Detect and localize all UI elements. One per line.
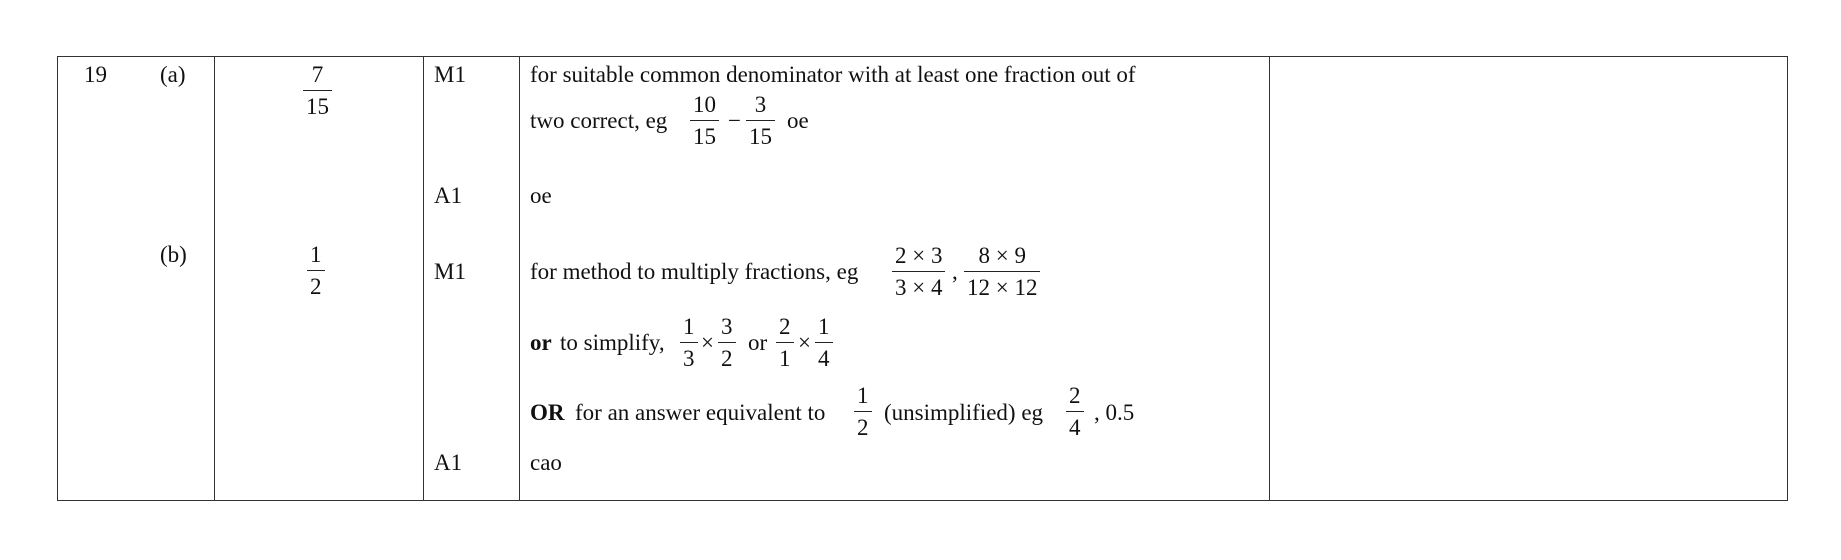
column-divider — [423, 57, 424, 500]
note-b-decimal: , 0.5 — [1094, 400, 1135, 425]
fraction-numerator: 1 — [683, 314, 695, 339]
mark-b-m1: M1 — [434, 259, 466, 284]
note-b-method: for method to multiply fractions, eg — [530, 259, 859, 284]
mark-a-a1: A1 — [434, 183, 463, 208]
fraction-numerator: 1 — [857, 383, 869, 408]
fraction-numerator: 2 — [1069, 383, 1081, 408]
note-b-fraction — [718, 315, 736, 370]
fraction-numerator: 1 — [310, 242, 322, 267]
fraction-denominator: 1 — [776, 342, 794, 370]
fraction-denominator: 15 — [690, 120, 719, 148]
fraction-denominator: 4 — [815, 342, 833, 370]
fraction-numerator: 3 — [721, 314, 733, 339]
answer-b-fraction — [307, 243, 325, 298]
column-divider — [214, 57, 215, 500]
note-a-line1: for suitable common denominator with at least one fraction out of — [530, 62, 1136, 87]
note-b-fraction — [892, 244, 945, 299]
fraction-denominator: 3 × 4 — [892, 271, 945, 299]
fraction-denominator: 15 — [303, 90, 332, 118]
fraction-numerator: 2 × 3 — [895, 243, 943, 268]
note-b-fraction — [1066, 384, 1084, 439]
mark-b-a1: A1 — [434, 450, 463, 475]
part-a-label: (a) — [160, 62, 186, 87]
question-number: 19 — [84, 62, 107, 87]
answer-a-fraction — [303, 63, 332, 118]
note-b-fraction — [854, 384, 872, 439]
mark-a-m1: M1 — [434, 62, 466, 87]
note-b-or-label — [530, 331, 552, 354]
fraction-denominator: 12 × 12 — [964, 271, 1040, 299]
fraction-numerator: 10 — [693, 92, 716, 117]
note-b-fraction — [815, 315, 833, 370]
note-b-or-upper-label — [530, 401, 565, 424]
note-a-oe: oe — [530, 183, 552, 208]
note-a-fraction — [690, 93, 719, 148]
comma: , — [952, 259, 958, 284]
times-sign: × — [701, 330, 714, 355]
part-b-label: (b) — [160, 242, 187, 267]
times-sign: × — [798, 330, 811, 355]
or-keyword: or — [530, 330, 552, 355]
fraction-denominator: 3 — [680, 342, 698, 370]
note-b-or-mid: or — [748, 330, 768, 355]
note-b-cao: cao — [530, 450, 562, 475]
fraction-denominator: 15 — [746, 120, 775, 148]
fraction-numerator: 7 — [311, 62, 324, 87]
fraction-numerator: 8 × 9 — [978, 243, 1026, 268]
fraction-denominator: 2 — [854, 411, 872, 439]
fraction-numerator: 2 — [779, 314, 791, 339]
note-b-equivalent: for an answer equivalent to — [575, 400, 826, 425]
fraction-denominator: 2 — [718, 342, 736, 370]
column-divider — [519, 57, 520, 500]
fraction-denominator: 4 — [1066, 411, 1084, 439]
note-a-fraction — [746, 93, 775, 148]
column-divider — [1269, 57, 1270, 500]
note-b-fraction — [964, 244, 1040, 299]
or-uppercase-keyword: OR — [530, 400, 565, 425]
fraction-denominator: 2 — [307, 270, 325, 298]
minus-sign: − — [728, 108, 741, 133]
note-b-fraction — [776, 315, 794, 370]
note-b-unsimplified: (unsimplified) eg — [884, 400, 1044, 425]
note-b-fraction — [680, 315, 698, 370]
note-b-simplify: to simplify, — [560, 330, 665, 355]
note-a-suffix: oe — [787, 108, 809, 133]
fraction-numerator: 1 — [818, 314, 830, 339]
fraction-numerator: 3 — [754, 92, 767, 117]
note-a-line2-prefix: two correct, eg — [530, 108, 668, 133]
